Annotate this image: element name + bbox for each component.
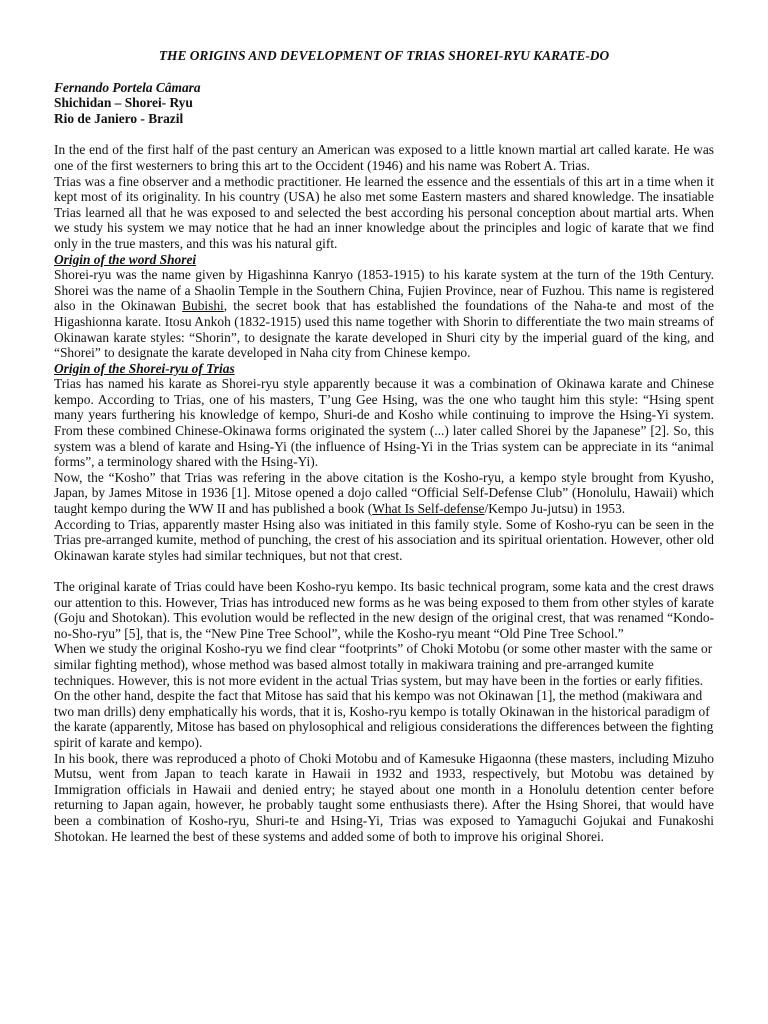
section2-paragraph-3: According to Trias, apparently master Hsing also was initiated in this family style. Some of Kosho-ryu can be seen in the Trias pre-arranged kumite, method of punching, the crest of his association and its spiritual orientation. However, other old Okinawan karate styles had similar techniques, but not that crest.	[54, 516, 714, 563]
section1-text-end: , the secret book that has established the foundations of the Naha-te and most of the Higashionna karate. Itosu Ankoh (1832-1915) used this name together with Shorin to differentiate the two main streams of Okinawan karate styles: “Shorin”, to designate the karate developed in Shuri city by the imperial guard of the king, and “Shorei” to designate the karate developed in Naha city from Chinese kempo.	[54, 298, 714, 361]
book-title-underlined: What Is Self-defense	[372, 501, 485, 517]
section2-p2-end: /Kempo Ju-jutsu) in 1953.	[484, 501, 626, 517]
author-name: Fernando Portela Câmara	[54, 79, 201, 95]
section2-paragraph-1: Trias has named his karate as Shorei-ryu style apparently because it was a combination of Okinawa karate and Chinese kempo. According to Trias, one of his masters, T’ung Gee Hsing, was the one who taught him this style: “Hsing spent many years furthering his knowledge of kempo, Shuri-de and Kosho while continuing to improve the Hsing-Yi system. From these combined Chinese-Okinawa forms originated the system (...) later called Shorei by the Japanese” [2]. So, this system was a blend of karate and Hsing-Yi (the influence of Hsing-Yi in the Trias system can be appreciate in its “animal forms”, a terminology shared with the Hsing-Yi).	[54, 376, 714, 470]
section-heading-shorei-ryu-trias: Origin of the Shorei-ryu of Trias	[54, 360, 235, 376]
author-block	[54, 80, 714, 127]
section1-text-start: Shorei-ryu was the name given by Higashinna Kanryo (1853-1915) to his karate system at the turn of the 19th Century. Shorei was the name of a Shaolin Temple in the Southern China, Fujien Province, near of Fuzhou. This name is registered also in the Okinawan	[54, 267, 714, 314]
section2-paragraph-4: The original karate of Trias could have been Kosho-ryu kempo. Its basic technical program, some kata and the crest draws our attention to this. However, Trias has introduced new forms as he was being exposed to them from other styles of karate (Goju and Shotokan). This evolution would be reflected in the new design of the original crest, that was renamed “Kondo-no-Sho-ryu” [5], that is, the “New Pine Tree School”, while the Kosho-ryu meant “Old Pine Tree School.”	[54, 579, 714, 641]
document-title: THE ORIGINS AND DEVELOPMENT OF TRIAS SHOREI-RYU KARATE-DO	[158, 48, 610, 63]
section2-paragraph-6: In his book, there was reproduced a photo of Choki Motobu and of Kamesuke Higaonna (these masters, including Mizuho Mutsu, went from Japan to teach karate in Hawaii in 1932 and 1933, respectively, but Motobu was detained by Immigration officials in Hawaii and denied entry; he stayed about one month in a Honolulu detention center before returning to Japan again, however, he probably taught some enthusiasts there). After the Hsing Shorei, that would have been a combination of Kosho-ryu, Shuri-te and Hsing-Yi, Trias was exposed to Yamaguchi Gojukai and Funakoshi Shotokan. He learned the best of these systems and added some of both to improve his original Shorei.	[54, 750, 714, 844]
section2-paragraph-2	[54, 470, 714, 517]
section2-paragraph-5: When we study the original Kosho-ryu we find clear “footprints” of Choki Motobu (or some other master with the same or similar fighting method), whose method was based almost totally in makiwara training and pre-arranged kumite techniques. However, this is not more evident in the actual Trias system, but may have been in the forties or early fifities. On the other hand, despite the fact that Mitose has said that his kempo was not Okinawan [1], the method (makiwara and two man drills) deny emphatically his words, that it is, Kosho-ryu kempo is totally Okinawan in the historical paradigm of the karate (apparently, Mitose has based on phylosophical and religious considerations the differences between the fighting spirit of karate and kempo).	[54, 641, 714, 750]
author-location: Rio de Janiero - Brazil	[54, 110, 184, 126]
document-page	[54, 48, 714, 844]
intro-paragraph-2: Trias was a fine observer and a methodic practitioner. He learned the essence and the essentials of this art in a time when it kept most of its originality. In his country (USA) he also met some Eastern masters and shared knowledge. The insatiable Trias learned all that he was exposed to and selected the best according his personal conception about martial arts. When we study his system we may notice that he had an inner knowledge about the principles and logic of karate that we find only in the true masters, and this was his natural gift.	[54, 173, 714, 251]
section2-p2-start: Now, the “Kosho” that Trias was refering in the above citation is the Kosho-ryu, a kempo style brought from Kyusho, Japan, by James Mitose in 1936 [1]. Mitose opened a dojo called “Official Self-Defense Club” (Honolulu, Hawaii) which taught kempo during the WW II and has published a book (	[54, 469, 714, 517]
paragraph-gap	[54, 563, 714, 579]
intro-paragraph-1: In the end of the first half of the past century an American was exposed to a little known martial art called karate. He was one of the first westerners to bring this art to the Occident (1946) and his name was Robert A. Trias.	[54, 142, 714, 173]
section-heading-shorei-word: Origin of the word Shorei	[54, 251, 197, 267]
bubishi-underlined-term: Bubishi	[182, 298, 224, 314]
author-rank: Shichidan – Shorei- Ryu	[54, 95, 193, 111]
section1-paragraph	[54, 267, 714, 361]
